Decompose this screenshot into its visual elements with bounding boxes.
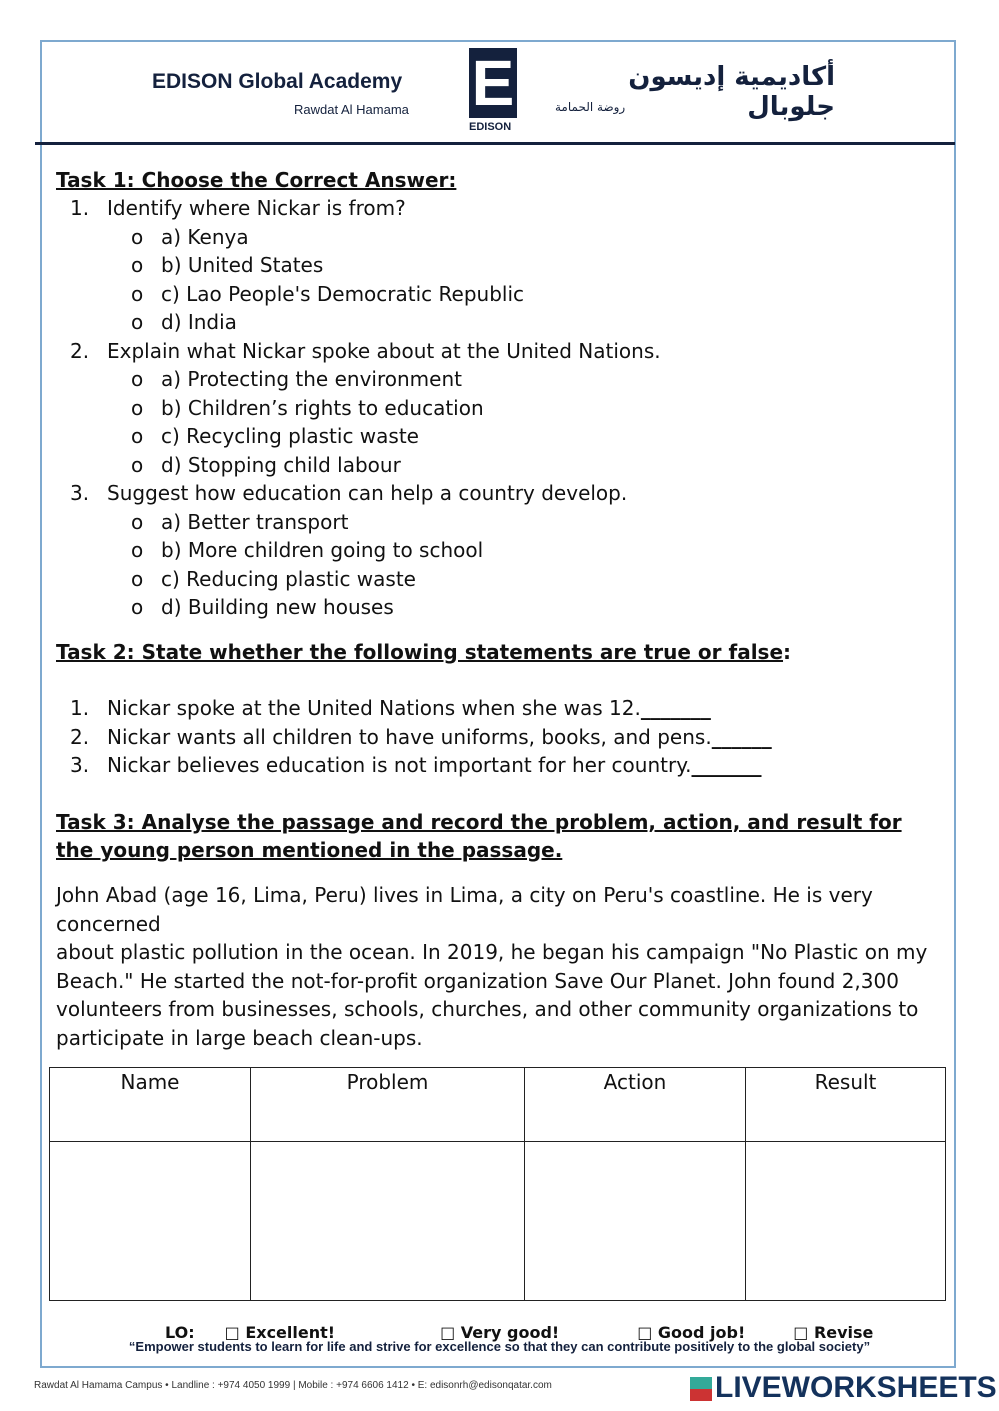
header-divider xyxy=(35,142,955,145)
task2-title-text: Task 2: State whether the following statements are true or false xyxy=(56,640,784,664)
question-text: Explain what Nickar spoke about at the United Nations. xyxy=(107,338,661,363)
answer-option[interactable] xyxy=(131,281,524,307)
option-text: b) United States xyxy=(161,253,324,277)
bullet-icon: o xyxy=(131,253,144,277)
option-text: a) Better transport xyxy=(161,509,349,534)
header-problem: Problem xyxy=(251,1068,525,1142)
option-text: c) Lao People's Democratic Republic xyxy=(161,281,524,306)
bullet-icon: o xyxy=(131,595,144,619)
task1-title: Task 1: Choose the Correct Answer: xyxy=(56,168,457,192)
problem-cell[interactable] xyxy=(251,1142,525,1301)
statement-text: Nickar believes education is not important for her country. xyxy=(107,753,692,777)
school-name-en: EDISON Global Academy xyxy=(152,70,403,93)
answer-option[interactable] xyxy=(131,594,394,620)
answer-option[interactable] xyxy=(131,309,237,335)
brand-text: LIVEWORKSHEETS xyxy=(715,1371,997,1404)
answer-option[interactable] xyxy=(131,566,416,592)
statement-number: 3. xyxy=(70,753,90,777)
answer-option[interactable] xyxy=(131,537,483,563)
answer-table xyxy=(49,1067,946,1301)
answer-blank[interactable]: _______ xyxy=(640,696,711,720)
option-text: d) India xyxy=(161,310,237,334)
answer-option[interactable] xyxy=(131,252,323,278)
name-cell[interactable] xyxy=(50,1142,251,1301)
bullet-icon: o xyxy=(131,566,144,591)
bullet-icon: o xyxy=(131,395,144,420)
lo-excellent[interactable]: □ Excellent! xyxy=(224,1323,336,1342)
answer-option[interactable] xyxy=(131,395,484,421)
answer-option[interactable] xyxy=(131,224,249,250)
answer-option[interactable] xyxy=(131,366,462,392)
statement-text-wrap xyxy=(107,752,762,778)
bullet-icon: o xyxy=(131,367,144,391)
question-number: 1. xyxy=(70,196,90,220)
option-text: d) Stopping child labour xyxy=(161,452,401,477)
option-text: d) Building new houses xyxy=(161,595,394,619)
lo-revise[interactable]: □ Revise xyxy=(793,1323,874,1342)
answer-option[interactable] xyxy=(131,452,401,478)
answer-blank[interactable]: _______ xyxy=(691,753,762,777)
statement-number: 1. xyxy=(70,696,90,720)
edison-logo: E xyxy=(469,48,517,118)
lo-label: LO: xyxy=(165,1323,195,1342)
bullet-icon: o xyxy=(131,224,144,249)
passage-body: about plastic pollution in the ocean. In 2019, he began his campaign "No Plastic on my Beach." He started the not-for-profit organization Save Our Planet. John found 2,300 volunteers from businesses, schools, churches, and other community organizations to participate in large beach clean-ups. xyxy=(56,940,928,1050)
campus-name-ar: روضة الحمامة xyxy=(555,100,626,114)
bullet-icon: o xyxy=(131,538,144,562)
task2-colon: : xyxy=(783,640,792,664)
result-cell[interactable] xyxy=(746,1142,946,1301)
question-number: 2. xyxy=(70,338,90,363)
task2-title xyxy=(56,639,791,665)
lo-good-job[interactable]: □ Good job! xyxy=(637,1323,746,1342)
statement-text: Nickar spoke at the United Nations when she was 12. xyxy=(107,696,641,720)
header-name: Name xyxy=(50,1068,251,1142)
liveworksheets-logo-icon xyxy=(690,1377,712,1401)
motto: “Empower students to learn for life and strive for excellence so that they can contribute positively to the global society” xyxy=(128,1339,871,1354)
bullet-icon: o xyxy=(131,281,144,306)
action-cell[interactable] xyxy=(525,1142,746,1301)
statement-text-wrap xyxy=(107,724,772,750)
option-text: c) Recycling plastic waste xyxy=(161,424,419,448)
task3-title-line2: the young person mentioned in the passage. xyxy=(56,838,563,862)
passage-line1: John Abad (age 16, Lima, Peru) lives in Lima, a city on Peru's coastline. He is very concerned xyxy=(56,883,873,936)
bullet-icon: o xyxy=(131,452,144,477)
passage xyxy=(56,881,936,1052)
school-name-ar: أكاديمية إديسون جلوبال xyxy=(628,62,835,122)
question-text: Identify where Nickar is from? xyxy=(107,196,406,220)
bullet-icon: o xyxy=(131,424,144,448)
statement-text: Nickar wants all children to have uniforms, books, and pens. xyxy=(107,724,712,749)
lo-very-good[interactable]: □ Very good! xyxy=(440,1323,560,1342)
question-text: Suggest how education can help a country develop. xyxy=(107,481,628,505)
header-result: Result xyxy=(746,1068,946,1142)
task3-title-line1: Task 3: Analyse the passage and record the problem, action, and result for xyxy=(56,810,902,834)
option-text: a) Protecting the environment xyxy=(161,367,462,391)
option-text: c) Reducing plastic waste xyxy=(161,566,416,591)
header-action: Action xyxy=(525,1068,746,1142)
bullet-icon: o xyxy=(131,310,144,334)
edison-logo-word: EDISON xyxy=(469,121,512,133)
campus-name-en: Rawdat Al Hamama xyxy=(294,102,409,117)
contact-info: Rawdat Al Hamama Campus • Landline : +974 4050 1999 | Mobile : +974 6606 1412 • E: edisonrh@edisonqatar.com xyxy=(34,1380,552,1391)
option-text: b) Children’s rights to education xyxy=(161,395,484,420)
statement-number: 2. xyxy=(70,724,90,749)
bullet-icon: o xyxy=(131,509,144,534)
statement-text-wrap xyxy=(107,695,711,721)
option-text: b) More children going to school xyxy=(161,538,484,562)
answer-option[interactable] xyxy=(131,423,419,449)
option-text: a) Kenya xyxy=(161,224,249,249)
answer-blank[interactable]: ______ xyxy=(711,724,772,749)
liveworksheets-brand xyxy=(690,1371,997,1405)
question-number: 3. xyxy=(70,481,90,505)
answer-option[interactable] xyxy=(131,509,348,535)
